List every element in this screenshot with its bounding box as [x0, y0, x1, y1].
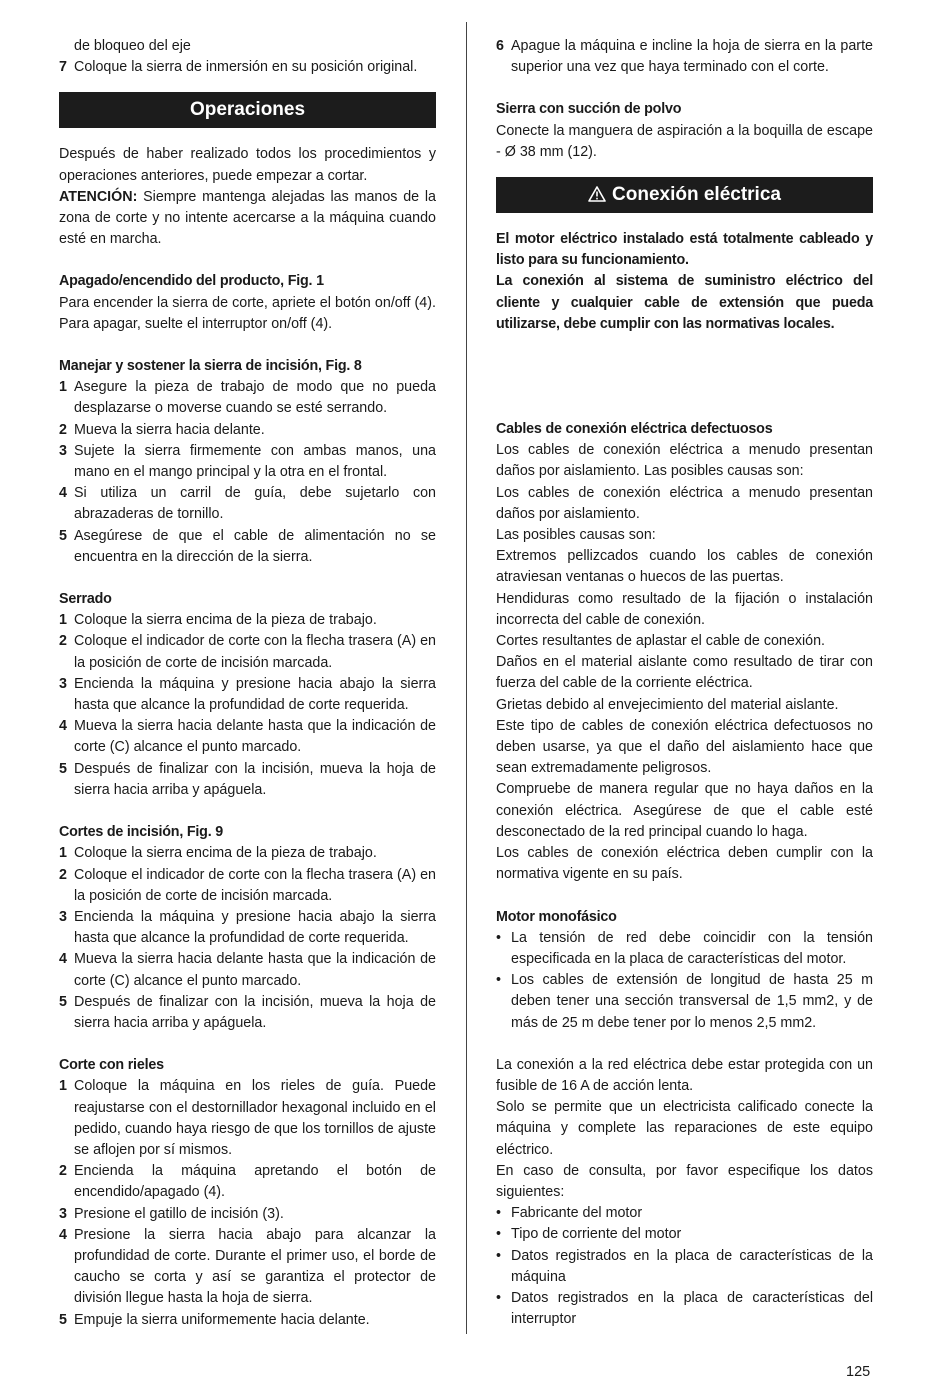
manejar-heading: Manejar y sostener la sierra de incisión, Fig. 8 — [59, 358, 362, 375]
list-item — [59, 610, 436, 631]
list-item: • Fabricante del motor — [496, 1203, 873, 1224]
list-item — [59, 441, 436, 483]
list-item — [59, 1310, 436, 1331]
banner-title: Conexión eléctrica — [612, 184, 781, 206]
step-number: 5 — [59, 1311, 67, 1328]
step-text: Después de finalizar con la incisión, mueva la hoja de sierra hacia arriba y apáguela. — [74, 760, 436, 798]
step-number: 3 — [59, 675, 67, 692]
step-number: 6 — [496, 38, 504, 54]
step-text: Mueva la sierra hacia delante. — [74, 421, 265, 438]
list-item — [59, 483, 436, 525]
list-item: • Datos registrados en la placa de características del interruptor — [496, 1288, 873, 1330]
list-item — [59, 1076, 436, 1161]
list-item — [496, 36, 873, 78]
step-number: 2 — [59, 1163, 67, 1180]
list-item: • La tensión de red debe coincidir con la tensión especificada en la placa de características del motor. — [496, 928, 873, 970]
atencion-label: ATENCIÓN: — [59, 188, 138, 205]
list-item — [59, 949, 436, 991]
step-number: 1 — [59, 379, 67, 396]
list-item: • Los cables de extensión de longitud de hasta 25 m deben tener una sección transversal de 1,5 mm2, y de más de 25 m debe tener por lo menos 2,5 mm2. — [496, 970, 873, 1034]
list-item — [59, 716, 436, 758]
rieles-heading: Corte con rieles — [59, 1057, 164, 1074]
step-number: 1 — [59, 612, 67, 629]
cables-line: Grietas debido al envejecimiento del material aislante. — [496, 696, 839, 713]
step-text: Si utiliza un carril de guía, debe sujetarlo con abrazaderas de tornillo. — [74, 485, 436, 523]
step-text: Mueva la sierra hacia delante hasta que la indicación de corte (C) alcance el punto marcado. — [74, 951, 436, 989]
step-number: 1 — [59, 1078, 67, 1095]
cables-line: Cortes resultantes de aplastar el cable de conexión. — [496, 633, 826, 650]
motor-bullets — [496, 928, 873, 1034]
step-number: 3 — [59, 442, 67, 459]
list-item — [59, 1161, 436, 1203]
step-text: Encienda la máquina y presione hacia abajo la sierra hasta que alcance la profundidad de corte requerida. — [74, 675, 436, 714]
step-text: Coloque el indicador de corte con la flecha trasera (A) en la posición de corte de incisión marcada. — [74, 866, 436, 904]
bold-paragraph-1: El motor eléctrico instalado está totalmente cableado y listo para su funcionamiento. — [496, 231, 873, 269]
list-item: • Tipo de corriente del motor — [496, 1224, 873, 1245]
cables-line: Este tipo de cables de conexión eléctrica defectuosos no deben usarse, ya que el daño del aislamiento hace que sean extremadamente peligrosos. — [496, 717, 873, 777]
step-text: Coloque la sierra encima de la pieza de trabajo. — [74, 612, 377, 629]
step-number: 2 — [59, 633, 67, 650]
step-text: Presione la sierra hacia abajo para alcanzar la profundidad de corte. Durante el primer uso, el borde de caucho se corta y así se garantiza el protector de división llegue hasta la hoja de sierra. — [74, 1226, 436, 1307]
manejar-steps — [59, 377, 436, 568]
step6-list — [496, 36, 873, 78]
serrado-steps — [59, 610, 436, 801]
red-line: Solo se permite que un electricista calificado conecte la máquina y complete las reparaciones de este equipo eléctrico. — [496, 1099, 873, 1158]
step-text: Encienda la máquina apretando el botón de encendido/apagado (4). — [74, 1163, 436, 1201]
step-text: Coloque la sierra encima de la pieza de trabajo. — [74, 845, 377, 862]
serrado-heading: Serrado — [59, 591, 112, 608]
list-item — [59, 907, 436, 949]
cortes-steps — [59, 843, 436, 1034]
step-text: Después de finalizar con la incisión, mueva la hoja de sierra hacia arriba y apáguela. — [74, 993, 436, 1031]
list-item — [59, 1204, 436, 1225]
warning-triangle-icon — [588, 179, 606, 215]
step-number: 2 — [59, 866, 67, 883]
right-column — [496, 36, 873, 1330]
conexion-electrica-banner — [496, 177, 873, 213]
step-number: 3 — [59, 908, 67, 925]
succion-heading: Sierra con succión de polvo — [496, 101, 682, 118]
list-item — [59, 631, 436, 673]
step-text: Presione el gatillo de incisión (3). — [74, 1205, 284, 1222]
step-text: Empuje la sierra uniformemente hacia delante. — [74, 1311, 370, 1328]
step-number: 3 — [59, 1205, 67, 1222]
step-text: Encienda la máquina y presione hacia abajo la sierra hasta que alcance la profundidad de corte requerida. — [74, 908, 436, 947]
step-number: 4 — [59, 951, 67, 968]
step-number: 5 — [59, 527, 67, 544]
list-item: • Datos registrados en la placa de características de la máquina — [496, 1246, 873, 1288]
step-text: Apague la máquina e incline la hoja de sierra en la parte superior una vez que haya terminado con el corte. — [511, 38, 873, 76]
step-number: 4 — [59, 718, 67, 735]
step-number: 4 — [59, 485, 67, 502]
intro-step-list — [59, 57, 436, 78]
motor-heading: Motor monofásico — [496, 908, 617, 925]
datos-bullets — [496, 1203, 873, 1330]
list-item — [59, 1225, 436, 1310]
cables-line: Los cables de conexión eléctrica a menudo presentan daños por aislamiento. Las posibles causas son: — [496, 442, 873, 480]
list-item — [59, 377, 436, 419]
step-text: Mueva la sierra hacia delante hasta que la indicación de corte (C) alcance el punto marcado. — [74, 718, 436, 756]
atencion-paragraph — [59, 187, 436, 251]
cables-line: Extremos pellizcados cuando los cables de conexión atraviesan ventanas o huecos de las puertas. — [496, 548, 873, 586]
column-divider — [466, 22, 467, 1334]
cables-line: Los cables de conexión eléctrica deben cumplir con la normativa vigente en su país. — [496, 845, 873, 883]
rieles-steps — [59, 1076, 436, 1330]
step-number: 2 — [59, 421, 67, 438]
list-item — [59, 526, 436, 568]
succion-text: Conecte la manguera de aspiración a la boquilla de escape - Ø 38 mm (12). — [496, 122, 873, 160]
operaciones-banner: Operaciones — [59, 92, 436, 128]
red-line: La conexión a la red eléctrica debe estar protegida con un fusible de 16 A de acción lenta. — [496, 1056, 873, 1094]
step-number: 5 — [59, 993, 67, 1010]
list-item — [59, 865, 436, 907]
step-text: Coloque el indicador de corte con la flecha trasera (A) en la posición de corte de incisión marcada. — [74, 633, 436, 671]
step-number: 1 — [59, 845, 67, 862]
step-text: Sujete la sierra firmemente con ambas manos, una mano en el mango principal y la otra en el frontal. — [74, 442, 436, 481]
red-line: En caso de consulta, por favor especifique los datos siguientes: — [496, 1162, 873, 1200]
cables-line: Las posibles causas son: — [496, 527, 656, 544]
apagado-heading: Apagado/encendido del producto, Fig. 1 — [59, 273, 324, 290]
left-column — [59, 36, 436, 1331]
bold-paragraph-2: La conexión al sistema de suministro eléctrico del cliente y cualquier cable de extensión que pueda utilizarse, debe cumplir con las normativas locales. — [496, 273, 873, 332]
step-number: 5 — [59, 760, 67, 777]
step-number: 4 — [59, 1226, 67, 1243]
cables-line: Compruebe de manera regular que no haya daños en la conexión eléctrica. Asegúrese de que el cable esté desconectado de la red principal cuando lo haga. — [496, 781, 873, 840]
step-text: Asegúrese de que el cable de alimentación no se encuentra en la dirección de la sierra. — [74, 527, 436, 565]
atencion-text: Siempre mantenga alejadas las manos de la zona de corte y no intente acercarse a la máquina cuando esté en marcha. — [59, 188, 436, 248]
page-number: 125 — [846, 1364, 871, 1380]
cables-line: Los cables de conexión eléctrica a menudo presentan daños por aislamiento. — [496, 484, 873, 522]
cortes-heading: Cortes de incisión, Fig. 9 — [59, 824, 224, 841]
list-item — [59, 57, 436, 78]
list-item — [59, 420, 436, 441]
cables-line: Daños en el material aislante como resultado de tirar con fuerza del cable de la corriente eléctrica. — [496, 654, 873, 692]
list-item — [59, 843, 436, 864]
step-text: Coloque la máquina en los rieles de guía. Puede reajustarse con el destornillador hexagonal incluido en el pedido, cuando haya riesgo de que los tornillos de ajuste se aflojen por sí mismos. — [74, 1078, 436, 1158]
cables-heading: Cables de conexión eléctrica defectuosos — [496, 421, 773, 438]
step-text: Coloque la sierra de inmersión en su posición original. — [74, 59, 418, 76]
operaciones-paragraph: Después de haber realizado todos los procedimientos y operaciones anteriores, puede empezar a cortar. — [59, 146, 436, 184]
step-number: 7 — [59, 59, 67, 76]
list-item — [59, 759, 436, 801]
cables-line: Hendiduras como resultado de la fijación o instalación incorrecta del cable de conexión. — [496, 590, 873, 628]
list-item — [59, 674, 436, 716]
apagado-text: Para encender la sierra de corte, apriete el botón on/off (4). Para apagar, suelte el interruptor on/off (4). — [59, 294, 436, 332]
list-item — [59, 992, 436, 1034]
step-text: Asegure la pieza de trabajo de modo que no pueda desplazarse o moverse cuando se esté serrando. — [74, 379, 436, 417]
intro-continuation: de bloqueo del eje — [74, 38, 191, 54]
